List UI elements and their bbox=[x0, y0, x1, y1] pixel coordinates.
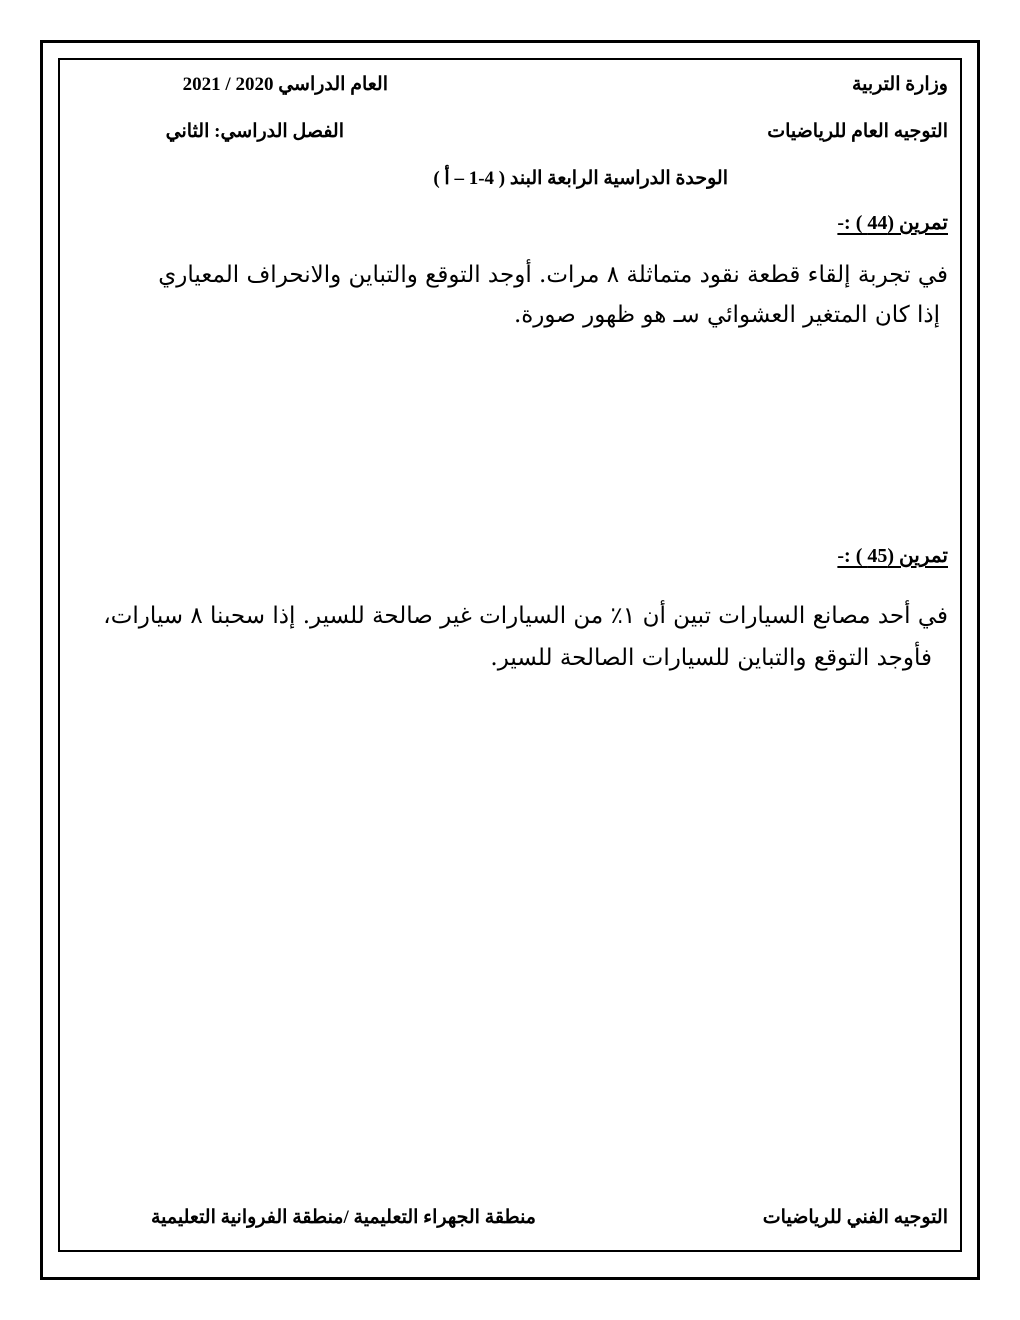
exercise-45-line-2: فأوجد التوقع والتباين للسيارات الصالحة للسير. bbox=[490, 645, 932, 671]
academic-year-label: العام الدراسي 2020 / 2021 bbox=[182, 74, 388, 95]
unit-title: الوحدة الدراسية الرابعة البند ( 4-1 – أ ) bbox=[433, 168, 728, 189]
exercise-44-line-1: في تجربة إلقاء قطعة نقود متماثلة ٨ مرات. أوجد التوقع والتباين والانحراف المعياري bbox=[158, 262, 948, 288]
exercise-44-line-2: إذا كان المتغير العشوائي سـ هو ظهور صورة. bbox=[513, 302, 940, 328]
exercise-44-title: تمرين (44 ) :- bbox=[837, 212, 948, 234]
exercise-45-title: تمرين (45 ) :- bbox=[837, 545, 948, 567]
footer-department: التوجيه الفني للرياضيات bbox=[762, 1207, 948, 1228]
exercise-45-line-1: في أحد مصانع السيارات تبين أن ١٪ من السيارات غير صالحة للسير. إذا سحبنا ٨ سيارات، bbox=[103, 603, 948, 629]
ministry-label: وزارة التربية bbox=[851, 74, 948, 95]
supervision-label: التوجيه العام للرياضيات bbox=[767, 121, 948, 142]
semester-label: الفصل الدراسي: الثاني bbox=[165, 121, 344, 142]
footer-regions: منطقة الجهراء التعليمية /منطقة الفروانية التعليمية bbox=[150, 1207, 536, 1228]
